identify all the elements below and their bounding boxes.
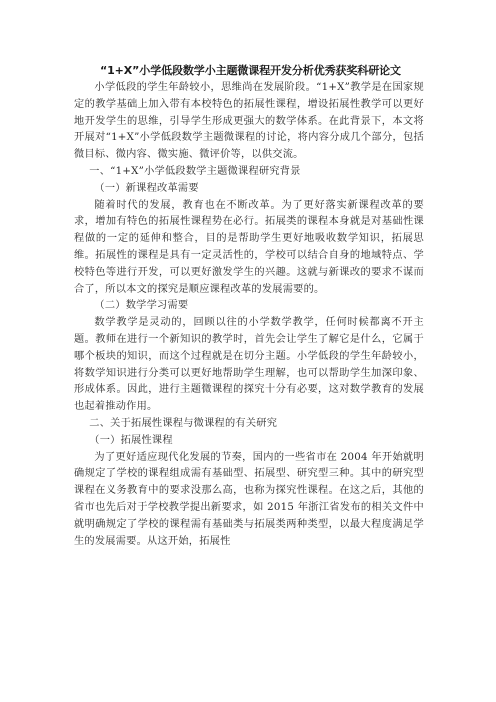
section-heading-1: 一、“1+X”小学低段数学主题微课程研究背景 (89, 165, 301, 177)
paragraph-math-learning: 数学教学是灵动的，回顾以往的小学数学教学，任何时候都离不开主题。教师在进行一个新知识的教学时，首先会让学生了解它是什么，它属于哪个板块的知识，而这个过程就是在切分主题。小学低段的学生年龄较小，将数学知识进行分类可以更好地帮助学生理解，也可以帮助学生加深印象、形成体系。因此，进行主题微课程的探究十分有必要，这对数学教育的发展也起着推动作用。 (74, 317, 424, 413)
paragraph-curriculum-reform: 随着时代的发展，教育也在不断改革。为了更好落实新课程改革的要求，增加有特色的拓展性课程势在必行。拓展类的课程本身就是对基础性课程做的一定的延伸和整合，目的是帮助学生更好地吸收数学知识，拓展思维。拓展性的课程是具有一定灵活性的，学校可以结合自身的地域特点、学校特色等进行开发，可以更好激发学生的兴趣。这就与新课改的要求不谋而合了，所以本文的探究是顺应课程改革的发展需要的。 (74, 199, 424, 295)
abstract-paragraph: 小学低段的学生年龄较小，思维尚在发展阶段。“1+X”教学是在国家规定的教学基础上加入带有本校特色的拓展性课程，增设拓展性教学可以更好地开发学生的思维，引导学生形成更强大的数学体系。在此背景下，本文将开展对“1+X”小学低段数学主题微课程的讨论，将内容分成几个部分，包括微目标、微内容、微实施、微评价等，以供交流。 (74, 82, 424, 161)
paragraph-extended-curriculum: 为了更好适应现代化发展的节奏，国内的一些省市在 2004 年开始就明确规定了学校的课程组成需有基础型、拓展型、研究型三种。其中的研究型课程在义务教育中的要求没那么高，也称为探究性课程。在这之后，其他的省市也先后对于学校教学提出新要求，如 2015 年浙江省发布的相关文件中就明确规定了学校的课程需有基础类与拓展类两种类型，以最大程度满足学生的发展需要。从这开始，拓展性 (74, 451, 424, 547)
section-heading-2: 二、关于拓展性课程与微课程的有关研究 (89, 417, 278, 429)
document-body (74, 80, 424, 550)
subsection-heading-1-1: （一）新课程改革需要 (94, 182, 199, 194)
subsection-heading-1-2: （二）数学学习需要 (94, 300, 189, 312)
document-title: “1+X”小学低段数学小主题微课程开发分析优秀获奖科研论文 (100, 64, 401, 77)
subsection-heading-2-1: （一）拓展性课程 (89, 434, 173, 446)
